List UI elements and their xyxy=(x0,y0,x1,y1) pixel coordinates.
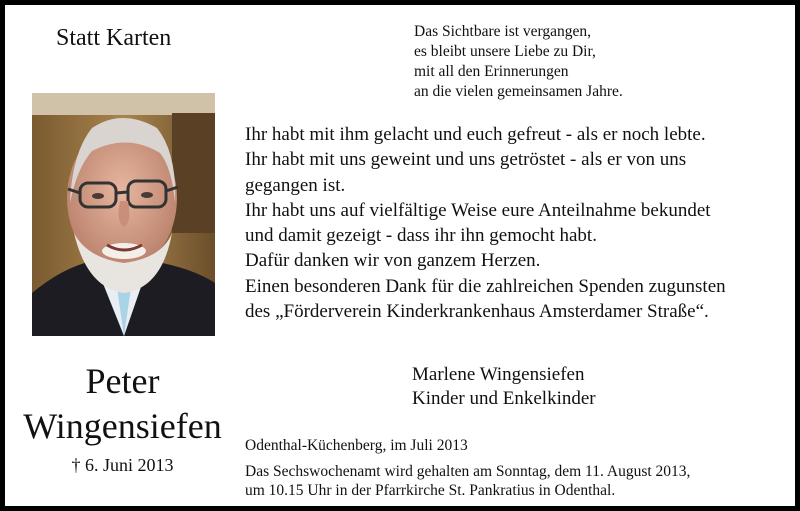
deceased-last-name: Wingensiefen xyxy=(23,406,222,446)
service-line: um 10.15 Uhr in der Pfarrkirche St. Pankratius in Odenthal. xyxy=(245,482,616,499)
poem-line: mit all den Erinnerungen xyxy=(414,63,569,80)
poem xyxy=(414,22,623,102)
signature xyxy=(412,363,596,411)
signature-line: Marlene Wingensiefen xyxy=(412,364,585,385)
text-line: gegangen ist. xyxy=(245,174,346,196)
poem-line: Das Sichtbare ist vergangen, xyxy=(414,23,592,40)
place-date: Odenthal-Küchenberg, im Juli 2013 xyxy=(245,437,468,454)
poem-line: an die vielen gemeinsamen Jahre. xyxy=(414,83,623,100)
text-line: Einen besonderen Dank für die zahlreichen Spenden zugunsten xyxy=(245,275,726,297)
signature-line: Kinder und Enkelkinder xyxy=(412,388,596,409)
poem-line: es bleibt unsere Liebe zu Dir, xyxy=(414,43,596,60)
service-notice xyxy=(245,462,690,500)
statt-karten-heading: Statt Karten xyxy=(56,25,172,51)
obituary-card xyxy=(5,5,795,506)
text-line: Ihr habt mit uns geweint und uns getröstet - als er von uns xyxy=(245,149,687,171)
deceased-first-name: Peter xyxy=(85,361,160,401)
text-line: und damit gezeigt - dass ihr ihn gemocht habt. xyxy=(245,225,597,247)
death-date: † 6. Juni 2013 xyxy=(71,455,174,475)
text-line: Ihr habt uns auf vielfältige Weise eure Anteilnahme bekundet xyxy=(245,199,711,221)
text-line: des „Förderverein Kinderkrankenhaus Amsterdamer Straße“. xyxy=(245,301,709,323)
acknowledgement-text xyxy=(245,122,726,324)
service-line: Das Sechswochenamt wird gehalten am Sonntag, dem 11. August 2013, xyxy=(245,463,691,480)
text-line: Dafür danken wir von ganzem Herzen. xyxy=(245,250,541,272)
portrait-photo xyxy=(32,93,215,336)
text-line: Ihr habt mit ihm gelacht und euch gefreut - als er noch lebte. xyxy=(245,124,706,145)
